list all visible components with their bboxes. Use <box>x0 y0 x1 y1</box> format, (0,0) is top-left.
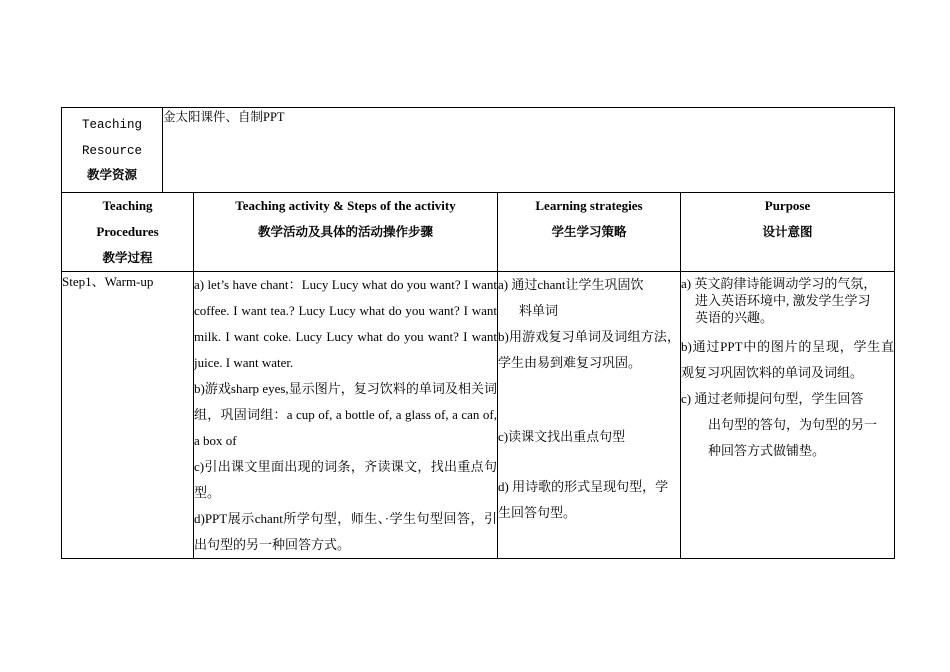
resource-label-cn: 教学资源 <box>86 167 137 182</box>
header-strategies <box>498 193 681 272</box>
strategy-b: b)用游戏复习单词及词组方法，学生由易到难复习巩固。 <box>498 329 680 370</box>
purpose-a-line-3: 英语的兴趣。 <box>695 310 774 325</box>
header-procedures-cn: 教学过程 <box>102 250 153 265</box>
purpose-a-line-2: 进入英语环境中, 激发学生学习 <box>695 293 871 308</box>
activity-cell <box>194 272 498 559</box>
strategies-cell <box>498 272 681 559</box>
resource-value-cell <box>163 108 895 193</box>
purpose-c-line-3: 种回答方式做铺垫。 <box>708 443 826 458</box>
strategy-a-line-1: a) 通过chant让学生巩固饮 <box>498 277 644 292</box>
purpose-cell <box>681 272 895 559</box>
resource-value: 金太阳课件、自制PPT <box>163 110 285 124</box>
header-purpose-cn: 设计意图 <box>762 224 813 239</box>
resource-label-en-1: Teaching <box>81 118 142 132</box>
header-procedures-en-2: Procedures <box>96 224 159 239</box>
resource-label-en-2: Resource <box>81 144 142 158</box>
activity-item-b: b)游戏sharp eyes,显示图片，复习饮料的单词及相关词组，巩固词组：a cup of, a bottle of, a glass of, a can of, a box of <box>194 381 497 448</box>
purpose-b: b)通过PPT中的图片的呈现，学生直观复习巩固饮料的单词及词组。 <box>681 339 895 380</box>
header-purpose-en: Purpose <box>764 198 811 213</box>
purpose-c-line-2: 出句型的答句，为句型的另一 <box>708 417 878 432</box>
resource-row <box>62 108 895 193</box>
activity-item-c: c)引出课文里面出现的词条，齐读课文，找出重点句型。 <box>194 459 497 500</box>
step-cell <box>62 272 194 559</box>
header-row <box>62 193 895 272</box>
header-procedures <box>62 193 194 272</box>
lesson-plan-table <box>61 107 895 559</box>
header-strategies-cn: 学生学习策略 <box>551 224 627 239</box>
step-label: Step1、Warm-up <box>62 274 154 289</box>
header-activity-cn: 教学活动及具体的活动操作步骤 <box>257 224 433 239</box>
header-strategies-en: Learning strategies <box>535 198 643 213</box>
step1-row <box>62 272 895 559</box>
resource-label-cell <box>62 108 163 193</box>
header-purpose <box>681 193 895 272</box>
strategy-d: d) 用诗歌的形式呈现句型，学生回答句型。 <box>498 479 669 520</box>
purpose-c-line-1: c) 通过老师提问句型，学生回答 <box>681 391 864 406</box>
header-activity <box>194 193 498 272</box>
activity-item-a: a) let’s have chant：Lucy Lucy what do you want? I want coffee. I want tea.? Lucy Lucy what do you want? I want milk. I want coke. Lucy Lucy what do you want? I want juice. I want water. <box>194 277 497 370</box>
strategy-a-line-2: 料单词 <box>519 303 559 318</box>
header-activity-en: Teaching activity & Steps of the activity <box>235 198 456 213</box>
header-procedures-en-1: Teaching <box>102 198 153 213</box>
activity-item-d: d)PPT展示chant所学句型，师生、·学生句型回答，引出句型的另一种回答方式。 <box>194 511 497 552</box>
strategy-c: c)读课文找出重点句型 <box>498 429 626 444</box>
purpose-a-line-1: a) 英文韵律诗能调动学习的气氛， <box>681 276 877 291</box>
